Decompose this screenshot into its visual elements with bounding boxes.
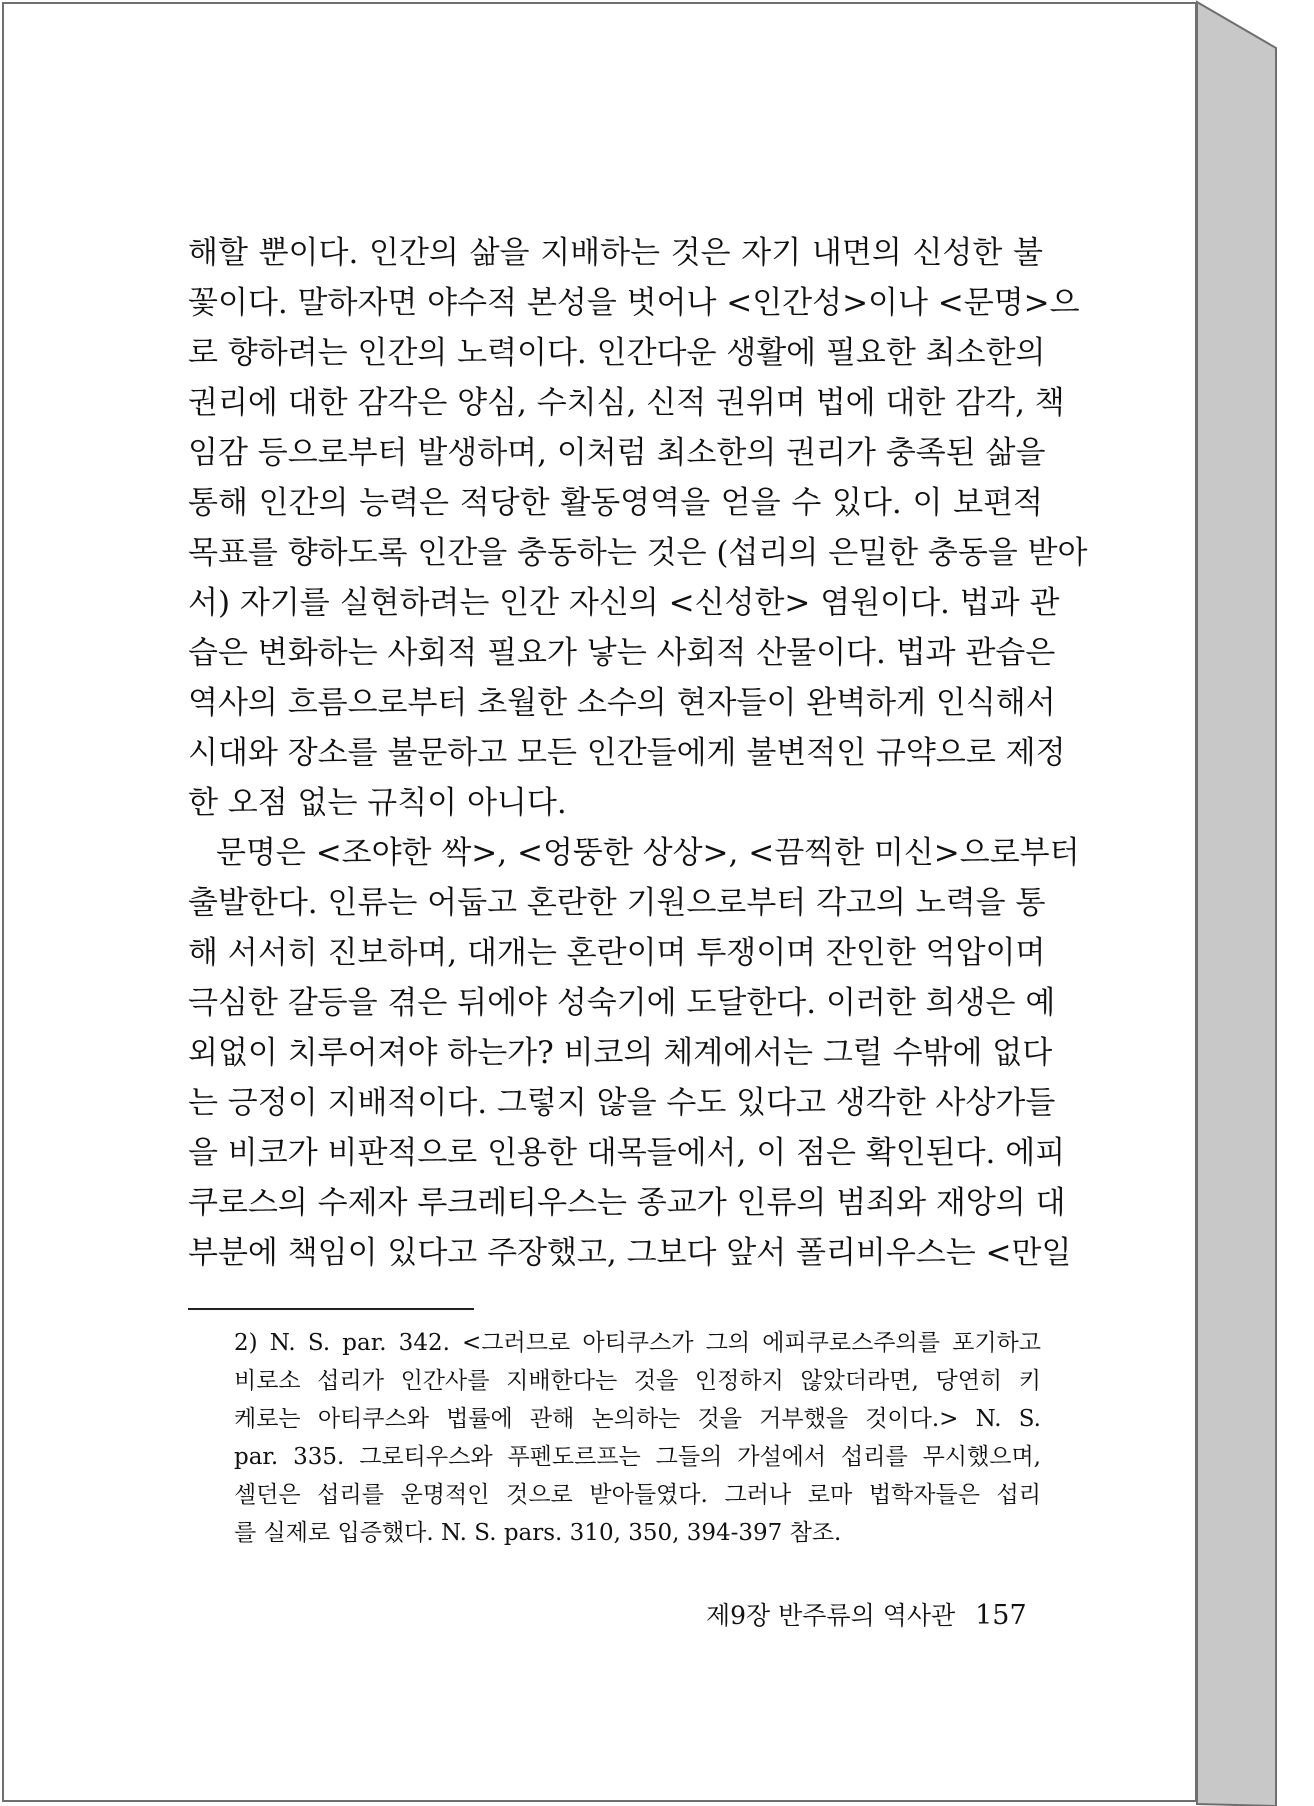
body-line: 목표를 향하도록 인간을 충동하는 것은 (섭리의 은밀한 충동을 받아 xyxy=(188,535,1088,571)
body-line: 권리에 대한 감각은 양심, 수치심, 신적 권위며 법에 대한 감각, 책 xyxy=(188,385,1065,421)
body-line: 는 긍정이 지배적이다. 그렇지 않을 수도 있다고 생각한 사상가들 xyxy=(188,1085,1056,1121)
body-line: 을 비코가 비판적으로 인용한 대목들에서, 이 점은 확인된다. 에피 xyxy=(188,1135,1066,1171)
footnote-line: 비로소 섭리가 인간사를 지배한다는 것을 인정하지 않았더라면, 당연히 키 xyxy=(234,1368,1041,1394)
body-line: 한 오점 없는 규칙이 아니다. xyxy=(188,785,567,821)
body-line: 해할 뿐이다. 인간의 삶을 지배하는 것은 자기 내면의 신성한 불 xyxy=(188,235,1043,271)
body-line: 쿠로스의 수제자 루크레티우스는 종교가 인류의 범죄와 재앙의 대 xyxy=(188,1185,1066,1221)
body-line: 해 서서히 진보하며, 대개는 혼란이며 투쟁이며 잔인한 억압이며 xyxy=(188,935,1046,971)
paragraph-start-line: 문명은 <조야한 싹>, <엉뚱한 상상>, <끔찍한 미신>으로부터 xyxy=(216,835,1080,871)
footnote-line: 2) N. S. par. 342. <그러므로 아티쿠스가 그의 에피쿠로스주의를 포기하고 xyxy=(234,1330,1041,1356)
body-line: 로 향하려는 인간의 노력이다. 인간다운 생활에 필요한 최소한의 xyxy=(188,335,1046,371)
body-line: 꽃이다. 말하자면 야수적 본성을 벗어나 <인간성>이나 <문명>으 xyxy=(188,285,1080,321)
footnote-divider xyxy=(188,1308,474,1310)
body-line: 극심한 갈등을 겪은 뒤에야 성숙기에 도달한다. 이러한 희생은 예 xyxy=(188,985,1056,1021)
chapter-title: 제9장 반주류의 역사관 xyxy=(706,1601,956,1630)
body-text xyxy=(188,228,1088,1278)
footnote xyxy=(234,1324,1041,1552)
footnote-line: par. 335. 그로티우스와 푸펜도르프는 그들의 가설에서 섭리를 무시했으며, xyxy=(234,1444,1041,1470)
footnote-line: 셀던은 섭리를 운명적인 것으로 받아들였다. 그러나 로마 법학자들은 섭리 xyxy=(234,1482,1041,1508)
body-line: 출발한다. 인류는 어둡고 혼란한 기원으로부터 각고의 노력을 통 xyxy=(188,885,1046,921)
footnote-line: 케로는 아티쿠스와 법률에 관해 논의하는 것을 거부했을 것이다.> N. S. xyxy=(234,1406,1041,1432)
footnote-line: 를 실제로 입증했다. N. S. pars. 310, 350, 394-397 참조. xyxy=(234,1520,842,1546)
body-line: 서) 자기를 실현하려는 인간 자신의 <신성한> 염원이다. 법과 관 xyxy=(188,585,1060,621)
body-line: 역사의 흐름으로부터 초월한 소수의 현자들이 완벽하게 인식해서 xyxy=(188,685,1056,721)
body-line: 외없이 치루어져야 하는가? 비코의 체계에서는 그럴 수밖에 없다 xyxy=(188,1035,1053,1071)
body-line: 부분에 책임이 있다고 주장했고, 그보다 앞서 폴리비우스는 <만일 xyxy=(188,1235,1072,1271)
body-line: 임감 등으로부터 발생하며, 이처럼 최소한의 권리가 충족된 삶을 xyxy=(188,435,1046,471)
body-line: 시대와 장소를 불문하고 모든 인간들에게 불변적인 규약으로 제정 xyxy=(188,735,1066,771)
body-line: 통해 인간의 능력은 적당한 활동영역을 얻을 수 있다. 이 보편적 xyxy=(188,485,1043,521)
body-line: 습은 변화하는 사회적 필요가 낳는 사회적 산물이다. 법과 관습은 xyxy=(188,635,1056,671)
running-footer xyxy=(706,1596,1027,1632)
page-number: 157 xyxy=(975,1600,1027,1631)
